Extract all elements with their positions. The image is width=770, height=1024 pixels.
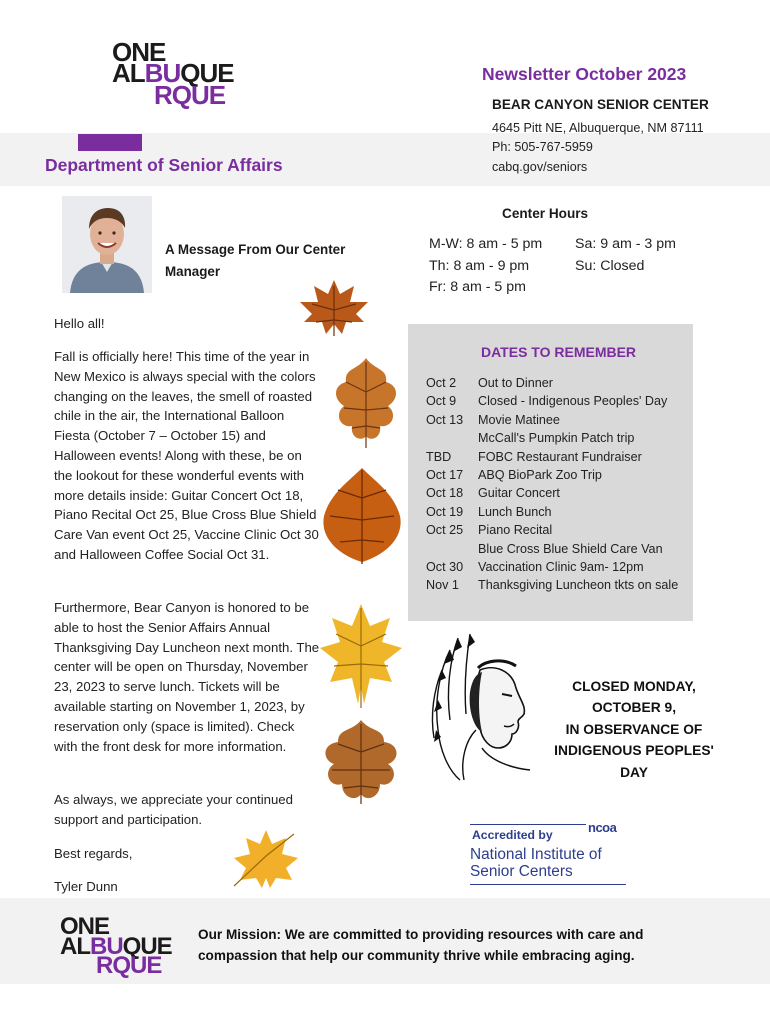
closure-notice: CLOSED MONDAY, OCTOBER 9, IN OBSERVANCE OF INDIGENOUS PEOPLES' DAY: [554, 679, 714, 780]
hours-mon-wed: M-W: 8 am - 5 pm: [429, 236, 543, 252]
native-chief-illustration: [420, 630, 540, 790]
message-closing: Best regards,: [54, 846, 133, 861]
list-item: Blue Cross Blue Shield Care Van: [478, 541, 663, 556]
dates-list: [426, 374, 688, 595]
center-address: 4645 Pitt NE, Albuquerque, NM 87111: [492, 121, 704, 135]
center-hours-left: [429, 234, 542, 299]
yellow-maple-leaf-icon: [318, 600, 404, 712]
center-name: BEAR CANYON SENIOR CENTER: [492, 97, 709, 112]
nisc-name-line1: National Institute of: [470, 846, 602, 863]
hours-thu: Th: 8 am - 9 pm: [429, 257, 530, 274]
accreditation-badge: [470, 820, 626, 886]
newsletter-title: Newsletter October 2023: [482, 64, 687, 84]
autumn-leaf-icon: [318, 464, 406, 568]
list-item: Oct 30 Vaccination Clinic 9am- 12pm: [426, 560, 644, 575]
maple-leaf-icon: [296, 276, 372, 338]
purple-accent-bar: [78, 134, 142, 151]
message-paragraph-2: Furthermore, Bear Canyon is honored to be able to host the Senior Affairs Annual Thanksgiving Day Luncheon next month. The center will be open on Thursday, November 23, 2023 to serve lunch. Tickets will be available starting on November 1, 2023, by reservation only (space is limited). Check with the front desk for more information.: [54, 600, 320, 754]
department-title: Department of Senior Affairs: [45, 155, 283, 175]
center-hours-title: Center Hours: [502, 206, 589, 221]
small-yellow-leaf-icon: [228, 826, 304, 890]
city-logo: [112, 37, 234, 110]
manager-photo: [62, 196, 152, 293]
brown-oak-leaf-icon: [314, 716, 408, 806]
accreditation-top-rule: [470, 824, 586, 825]
footer-city-logo: ONE ALBUQUE RQUE: [60, 913, 172, 980]
oak-leaf-icon: [326, 352, 406, 452]
list-item: Oct 18 Guitar Concert: [426, 486, 560, 501]
logo-line-three: RQUE: [154, 79, 226, 110]
accreditation-bottom-rule: [470, 884, 626, 885]
message-paragraph-1: Fall is officially here! This time of the year in New Mexico is always special with the colors changing on the leaves, the smell of roasted chile in the air, the International Balloon Fiesta (October 7 – October 15) and Halloween events! Along with these, be on the lookout for these wonderful events with more details inside: Guitar Concert Oct 18, Piano Recital Oct 25, Blue Cross Blue Shield Care Van event Oct 25, Vaccine Clinic Oct 30 and Halloween Coffee Social Oct 31.: [54, 349, 319, 562]
center-phone: Ph: 505-767-5959: [492, 140, 593, 154]
hours-sun: Su: Closed: [575, 257, 645, 274]
nisc-name-line2: Senior Centers: [470, 863, 573, 880]
hours-fri: Fr: 8 am - 5 pm: [429, 279, 526, 296]
list-item: Oct 13 Movie Matinee: [426, 412, 560, 427]
dates-to-remember-title: DATES TO REMEMBER: [481, 344, 637, 360]
list-item: McCall's Pumpkin Patch trip: [478, 431, 635, 446]
list-item: Oct 2 Out to Dinner: [426, 376, 553, 390]
logo-line-one: ONE: [112, 37, 166, 67]
list-item: Oct 9 Closed - Indigenous Peoples' Day: [426, 394, 668, 409]
mission-statement: Our Mission: We are committed to providing resources with care and compassion that help our community thrive while embracing aging.: [198, 927, 644, 963]
list-item: TBD FOBC Restaurant Fundraiser: [426, 449, 642, 464]
list-item: Nov 1 Thanksgiving Luncheon tkts on sale: [426, 578, 679, 593]
message-paragraph-3: As always, we appreciate your continued support and participation.: [54, 792, 293, 827]
hours-sat: Sa: 9 am - 3 pm: [575, 236, 676, 252]
logo-line-two: ALBUQUE: [112, 58, 234, 89]
list-item: Oct 17 ABQ BioPark Zoo Trip: [426, 468, 602, 483]
list-item: Oct 19 Lunch Bunch: [426, 504, 552, 519]
center-website[interactable]: cabq.gov/seniors: [492, 160, 588, 174]
accredited-by-label: Accredited by: [472, 828, 553, 842]
center-hours-right: [575, 234, 676, 277]
manager-message-heading: A Message From Our Center Manager: [165, 242, 346, 279]
message-greeting: Hello all!: [54, 316, 105, 331]
message-signature: Tyler Dunn: [54, 879, 118, 894]
ncoa-logo: ncoa: [588, 820, 617, 835]
list-item: Oct 25 Piano Recital: [426, 523, 553, 538]
